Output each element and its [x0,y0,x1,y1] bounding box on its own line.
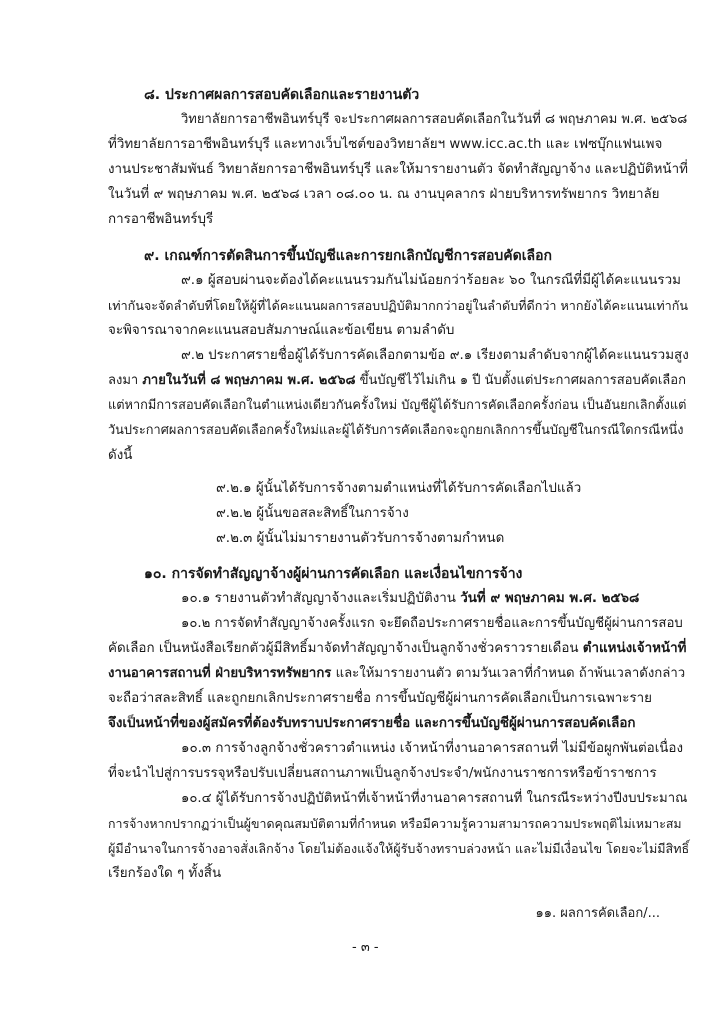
section-9-2-sub-item: ๙.๒.๓ ผู้นั้นไม่มารายงานตัวรับการจ้างตามกำหนด [216,531,505,546]
section-10-2-bold-line: จึงเป็นหน้าที่ของผู้สมัครที่ต้องรับทราบประกาศรายชื่อ และการขึ้นบัญชีผู้ผ่านการสอบคัดเลือก [108,716,636,731]
section-10-4-line: ๑๐.๔ ผู้ได้รับการจ้างปฏิบัติหน้าที่เจ้าหน้าที่งานอาคารสถานที่ ในกรณีระหว่างปีงบประมาณ [181,791,688,806]
section-10-2-line [108,664,685,684]
text-segment: ลงมา [108,373,143,388]
section-8-heading: ๘. ประกาศผลการสอบคัดเลือกและรายงานตัว [144,87,420,103]
section-10-2-line: ๑๐.๒ การจัดทำสัญญาจ้างครั้งแรก จะยึดถือประกาศรายชื่อและการขึ้นบัญชีผู้ผ่านการสอบ [181,616,683,631]
section-9-2-line: แต่หากมีการสอบคัดเลือกในตำแหน่งเดียวกันครั้งใหม่ บัญชีผู้ได้รับการคัดเลือกครั้งก่อน เป็นอันยกเลิกตั้งแต่ [108,398,687,413]
section-9-2-line: วันประกาศผลการสอบคัดเลือกครั้งใหม่และผู้ได้รับการคัดเลือกจะถูกยกเลิกการขึ้นบัญชีในกรณีใดกรณีหนึ่ง [108,423,684,438]
section-8-line: ในวันที่ ๙ พฤษภาคม พ.ศ. ๒๕๖๘ เวลา ๐๘.๐๐ น. ณ งานบุคลากร ฝ่ายบริหารทรัพยากร วิทยาลัย [108,187,660,202]
section-8-line: วิทยาลัยการอาชีพอินทร์บุรี จะประกาศผลการสอบคัดเลือกในวันที่ ๘ พฤษภาคม พ.ศ. ๒๕๖๘ [181,112,688,127]
page-number: - ๓ - [352,940,379,955]
section-9-2-line: ดังนี้ [108,448,133,463]
section-9-heading: ๙. เกณฑ์การตัดสินการขึ้นบัญชีและการยกเลิกบัญชีการสอบคัดเลือก [144,248,553,264]
bold-position: ตำแหน่งเจ้าหน้าที่ [582,641,687,656]
section-8-line: ที่วิทยาลัยการอาชีพอินทร์บุรี และทางเว็บไซต์ของวิทยาลัยฯ www.icc.ac.th และ เฟซบุ๊กแฟนเพจ [108,137,663,152]
section-9-2-line [108,371,686,391]
section-10-2-line [108,639,686,659]
section-10-3-line: ที่จะนำไปสู่การบรรจุหรือปรับเปลี่ยนสถานภาพเป็นลูกจ้างประจำ/พนักงานราชการหรือข้าราชการ [108,766,657,781]
section-9-2-sub-item: ๙.๒.๒ ผู้นั้นขอสละสิทธิ์ในการจ้าง [216,506,409,521]
section-8-line: งานประชาสัมพันธ์ วิทยาลัยการอาชีพอินทร์บุรี และให้มารายงานตัว จัดทำสัญญาจ้าง และปฏิบัติหน้าที่ [108,162,688,177]
section-8-line: การอาชีพอินทร์บุรี [108,212,214,227]
section-10-4-line: เรียกร้องใด ๆ ทั้งสิ้น [108,866,222,881]
bold-date: ภายในวันที่ ๘ พฤษภาคม พ.ศ. ๒๕๖๘ [142,373,356,388]
text-segment: คัดเลือก เป็นหนังสือเรียกตัวผู้มีสิทธิ์มาจัดทำสัญญาจ้างเป็นลูกจ้างชั่วคราวรายเดือน [108,641,583,656]
bold-date: วันที่ ๙ พฤษภาคม พ.ศ. ๒๕๖๘ [460,591,640,606]
continuation-note: ๑๑. ผลการคัดเลือก/... [535,906,660,921]
section-10-1-line [181,589,639,609]
text-segment: และให้มารายงานตัว ตามวันเวลาที่กำหนด ถ้าพ้นเวลาดังกล่าว [331,666,686,681]
section-10-4-line: การจ้างหากปรากฏว่าเป็นผู้ขาดคุณสมบัติตามที่กำหนด หรือมีความรู้ความสามารถความประพฤติไม่เหมาะสม [108,816,682,831]
text-segment: ขึ้นบัญชีไว้ไม่เกิน ๑ ปี นับตั้งแต่ประกาศผลการสอบคัดเลือก [355,373,686,388]
section-10-4-line: ผู้มีอำนาจในการจ้างอาจสั่งเลิกจ้าง โดยไม่ต้องแจ้งให้ผู้รับจ้างทราบล่วงหน้า และไม่มีเงื่อนไข โดยจะไม่มีสิทธิ์ [108,841,690,856]
section-10-heading: ๑๐. การจัดทำสัญญาจ้างผู้ผ่านการคัดเลือก และเงื่อนไขการจ้าง [144,566,523,582]
section-10-3-line: ๑๐.๓ การจ้างลูกจ้างชั่วคราวตำแหน่ง เจ้าหน้าที่งานอาคารสถานที่ ไม่มีข้อผูกพันต่อเนื่อง [181,741,684,756]
section-9-2-sub-item: ๙.๒.๑ ผู้นั้นได้รับการจ้างตามตำแหน่งที่ได้รับการคัดเลือกไปแล้ว [216,481,582,496]
section-9-2-line: ๙.๒ ประกาศรายชื่อผู้ได้รับการคัดเลือกตามข้อ ๙.๑ เรียงตามลำดับจากผู้ได้คะแนนรวมสูง [181,348,689,363]
section-9-1-line: เท่ากันจะจัดลำดับที่โดยให้ผู้ที่ได้คะแนนผลการสอบปฏิบัติมากกว่าอยู่ในลำดับที่ดีกว่า หากยังได้คะแนนเท่ากัน [108,298,688,313]
section-10-2-line: จะถือว่าสละสิทธิ์ และถูกยกเลิกประกาศรายชื่อ การขึ้นบัญชีผู้ผ่านการคัดเลือกเป็นการเฉพาะราย [108,691,653,706]
bold-position: งานอาคารสถานที่ ฝ่ายบริหารทรัพยากร [108,666,332,681]
text-segment: ๑๐.๑ รายงานตัวทำสัญญาจ้างและเริ่มปฏิบัติงาน [181,591,461,606]
section-9-1-line: จะพิจารณาจากคะแนนสอบสัมภาษณ์และข้อเขียน ตามลำดับ [108,323,455,338]
section-9-1-line: ๙.๑ ผู้สอบผ่านจะต้องได้คะแนนรวมกันไม่น้อยกว่าร้อยละ ๖๐ ในกรณีที่มีผู้ได้คะแนนรวม [181,273,681,288]
